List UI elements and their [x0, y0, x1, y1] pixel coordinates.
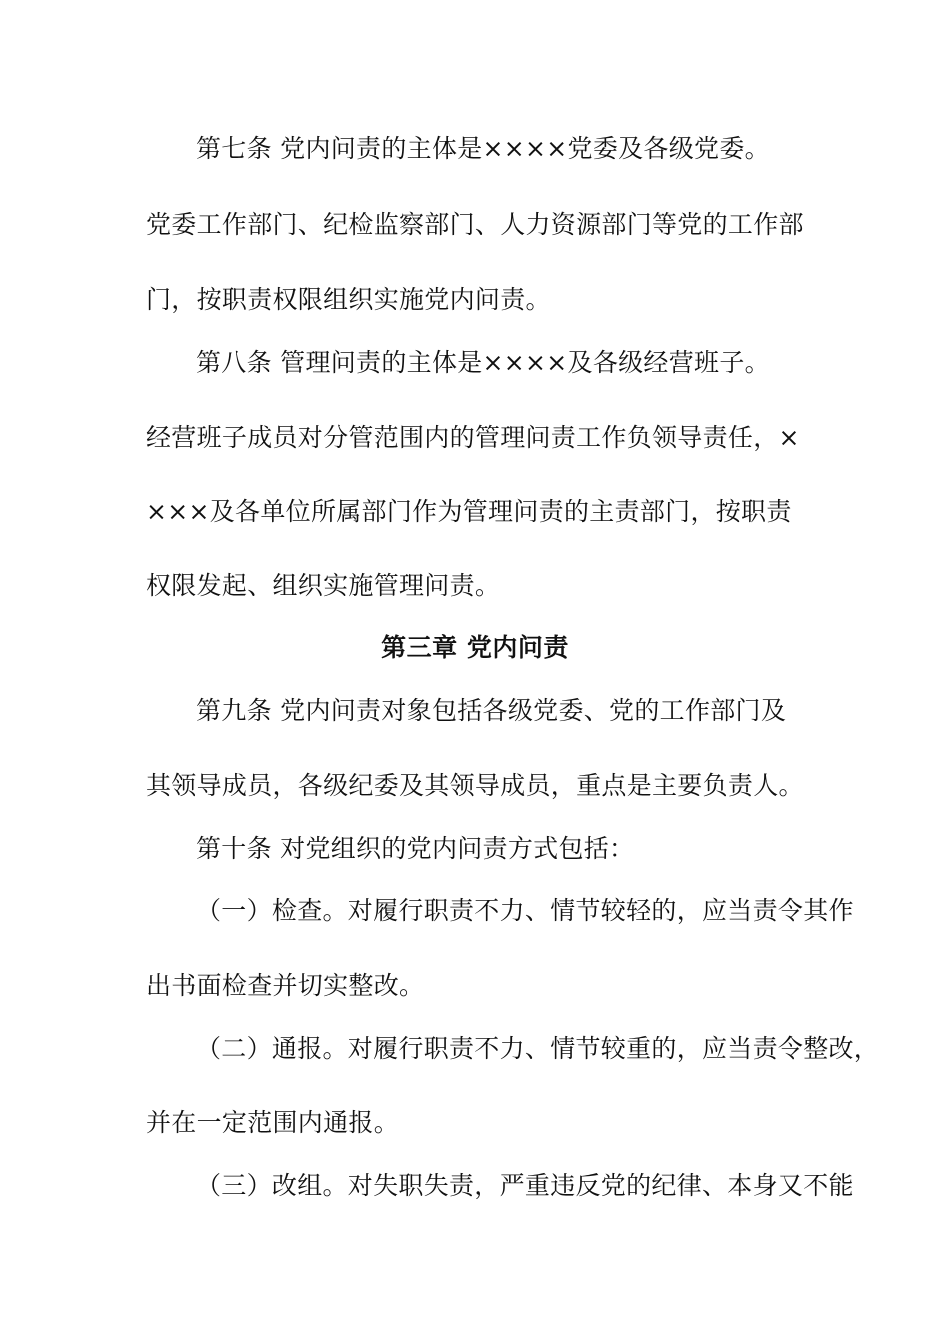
article-7-line-3: 门，按职责权限组织实施党内问责。: [146, 285, 551, 314]
article-7-line-2: 党委工作部门、纪检监察部门、人力资源部门等党的工作部: [146, 210, 804, 239]
item-1-line-1: （一）检查。对履行职责不力、情节较轻的，应当责令其作: [196, 896, 854, 925]
article-8-line-4: 权限发起、组织实施管理问责。: [146, 571, 501, 600]
item-2-line-2: 并在一定范围内通报。: [146, 1108, 400, 1137]
article-8-line-2: 经营班子成员对分管范围内的管理问责工作负领导责任，×: [146, 423, 800, 452]
chapter-heading: 第三章 党内问责: [381, 633, 569, 662]
article-8-line-1: 第八条 管理问责的主体是××××及各级经营班子。: [196, 348, 770, 377]
item-1-line-2: 出书面检查并切实整改。: [146, 971, 425, 1000]
article-9-line-1: 第九条 党内问责对象包括各级党委、党的工作部门及: [196, 696, 787, 725]
article-9-line-2: 其领导成员，各级纪委及其领导成员，重点是主要负责人。: [146, 771, 804, 800]
article-10-line-1: 第十条 对党组织的党内问责方式包括：: [196, 834, 635, 863]
item-2-line-1: （二）通报。对履行职责不力、情节较重的，应当责令整改，: [196, 1034, 880, 1063]
item-3-line-1: （三）改组。对失职失责，严重违反党的纪律、本身又不能: [196, 1171, 854, 1200]
article-8-line-3: ×××及各单位所属部门作为管理问责的主责部门，按职责: [146, 497, 792, 526]
article-7-line-1: 第七条 党内问责的主体是××××党委及各级党委。: [196, 134, 770, 163]
